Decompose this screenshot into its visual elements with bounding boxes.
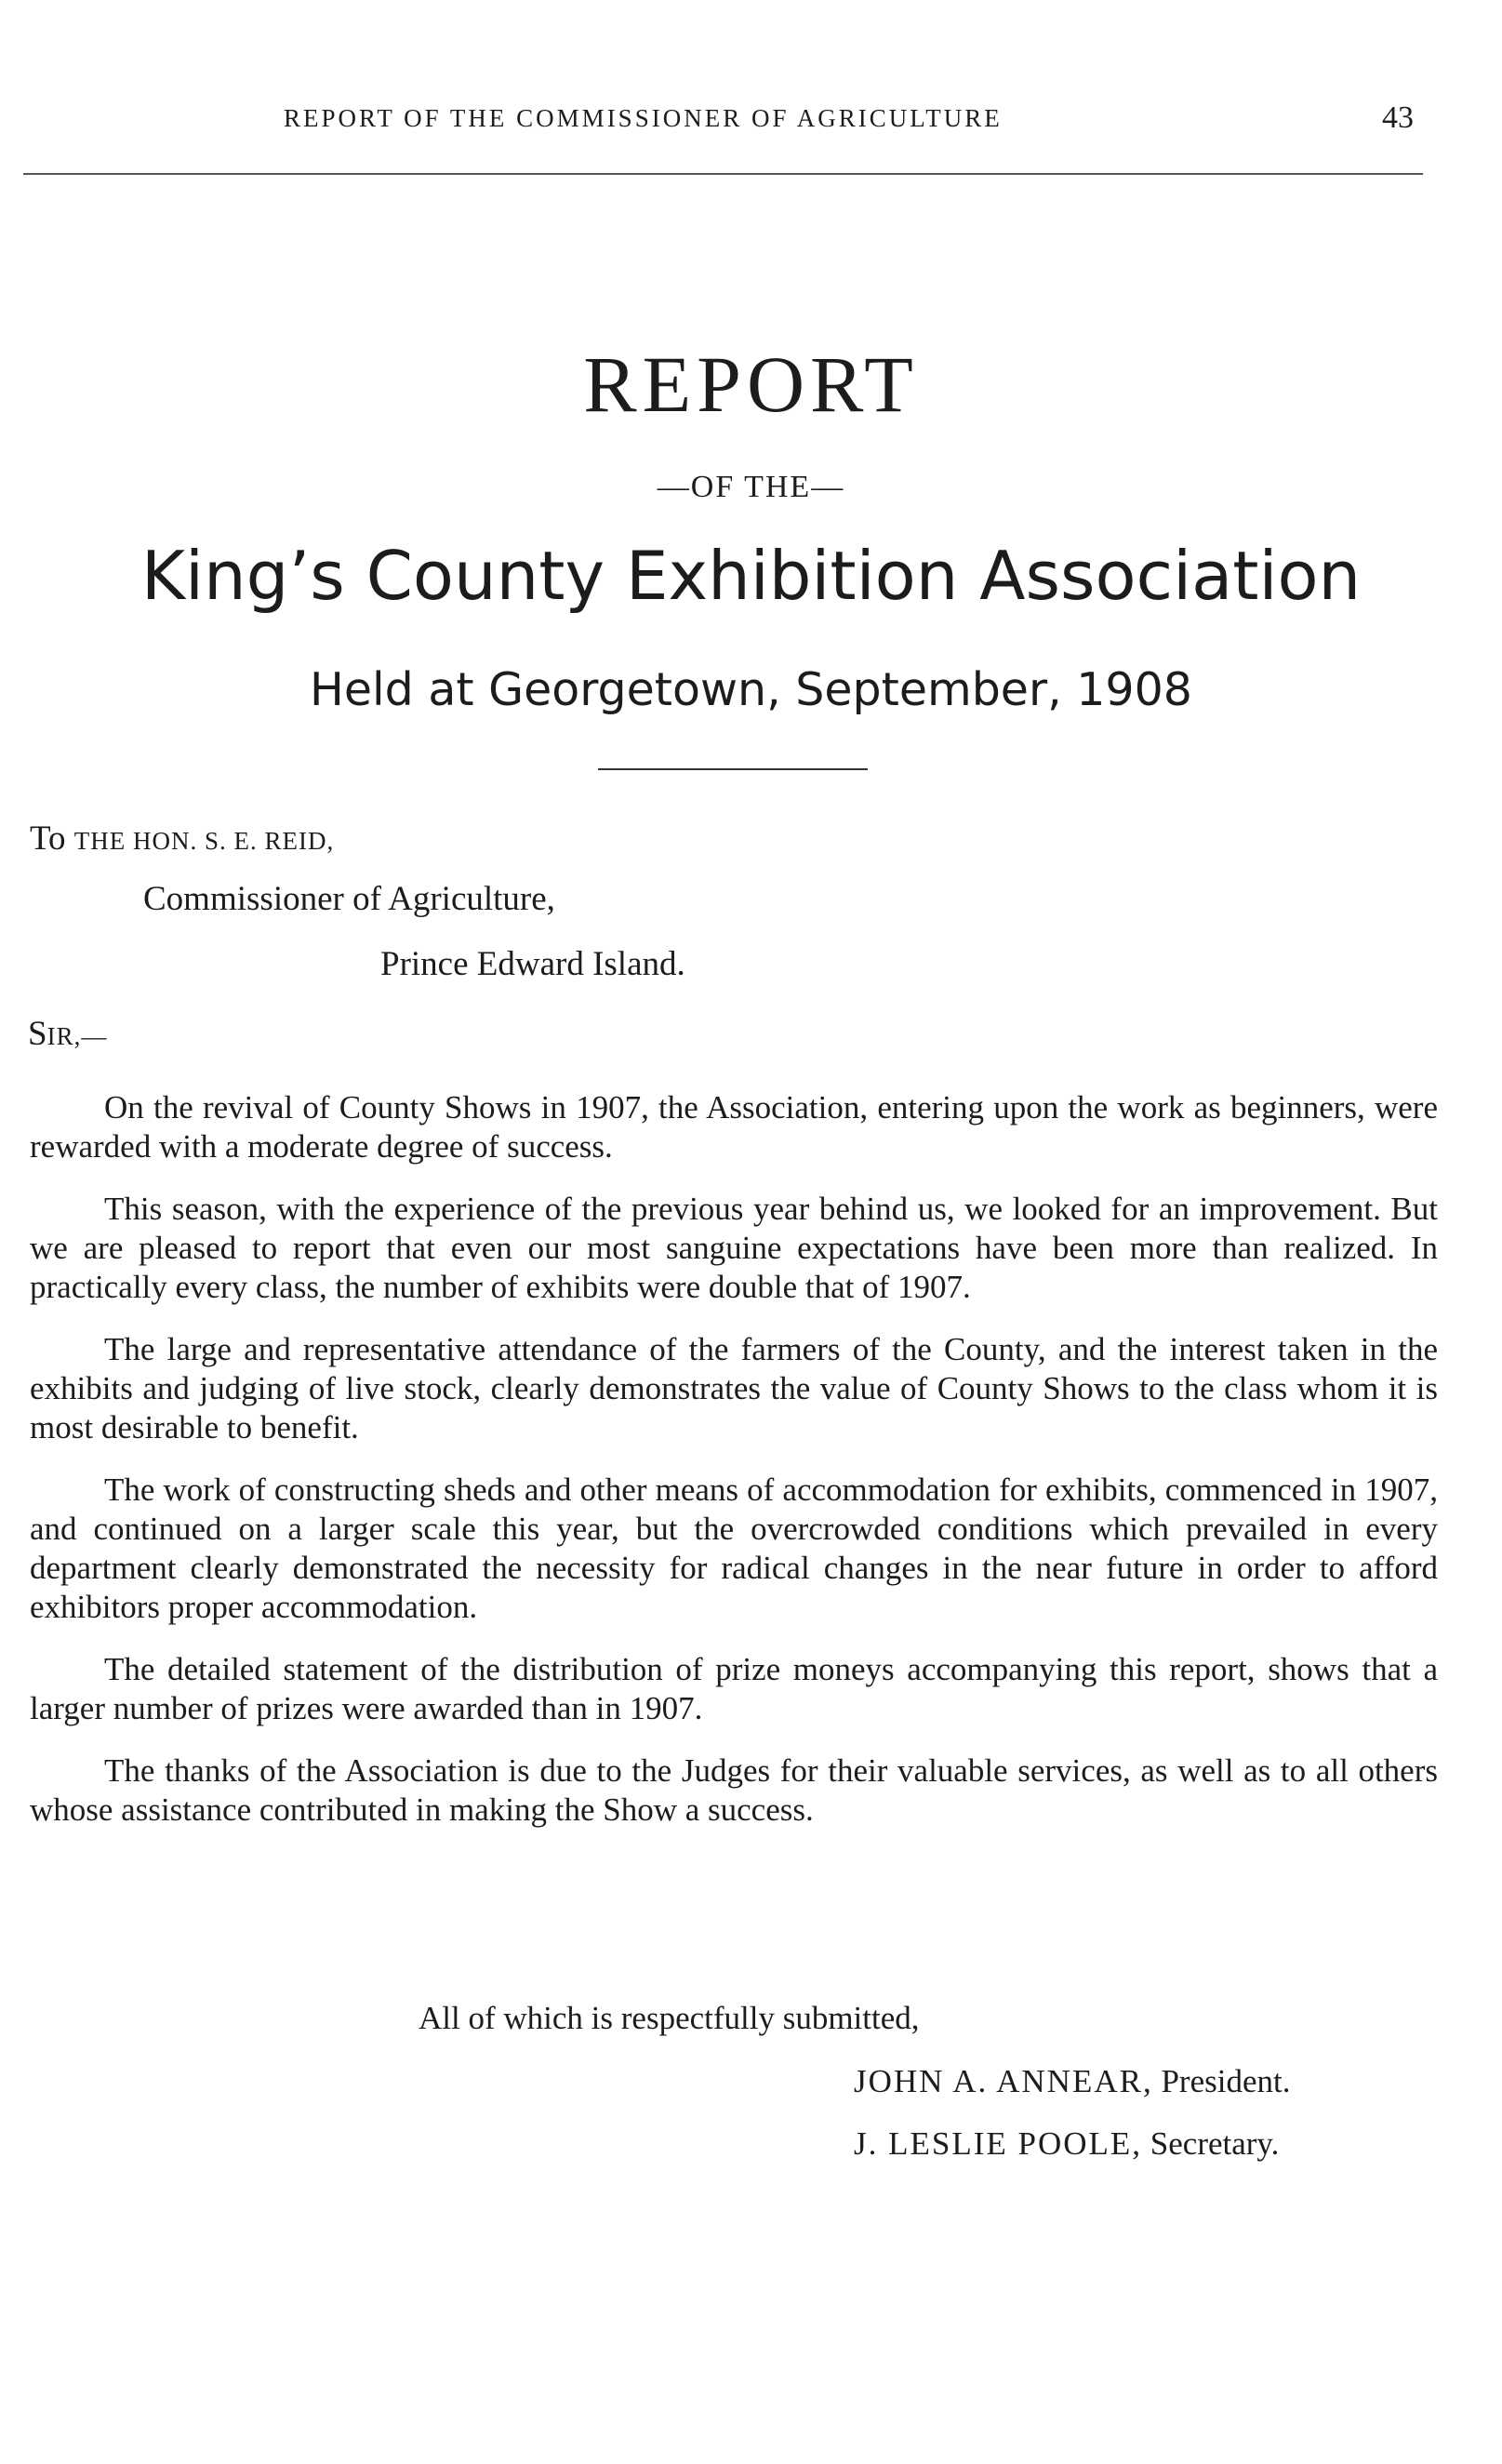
page-number: 43 — [1382, 100, 1414, 135]
paragraph-1: On the revival of County Shows in 1907, the Association, entering upon the work as beginners, were rewarded with a moderate degree of success. — [30, 1089, 1438, 1165]
salutation-rest: IR,— — [47, 1022, 108, 1050]
paragraph-6: The thanks of the Association is due to the Judges for their valuable services, as well as to all others whose assistance contributed in making the Show a success. — [30, 1752, 1438, 1828]
address-office: Commissioner of Agriculture, — [143, 880, 555, 918]
address-recipient-name: THE HON. S. E. REID, — [73, 827, 335, 855]
title-divider — [598, 768, 868, 770]
signature-president — [854, 2063, 1290, 2100]
address-to: To — [30, 819, 74, 858]
signer-name: J. LESLIE POOLE, — [854, 2125, 1143, 2162]
signature-secretary — [854, 2125, 1279, 2163]
paragraph-2: This season, with the experience of the previous year behind us, we looked for an improvement. But we are pleased to report that even our most sanguine expectations have been more than realized. In practically every class, the number of exhibits were double that of 1907. — [30, 1191, 1438, 1305]
paragraph-3: The large and representative attendance of the farmers of the County, and the interest taken in the exhibits and judging of live stock, clearly demonstrates the value of County Shows to the class whom it is most desirable to benefit. — [30, 1331, 1438, 1445]
salutation — [28, 1014, 107, 1054]
organization-title: King’s County Exhibition Association — [140, 537, 1362, 615]
address-recipient — [30, 819, 334, 859]
running-head — [0, 100, 1502, 151]
signer-title: President. — [1161, 2063, 1291, 2099]
report-title: REPORT — [583, 340, 919, 429]
report-body — [30, 1088, 1438, 1853]
running-head-title: REPORT OF THE COMMISSIONER OF AGRICULTURE — [284, 104, 1003, 132]
closing-line: All of which is respectfully submitted, — [419, 2000, 920, 2036]
salutation-initial: S — [28, 1015, 47, 1053]
signer-title: Secretary. — [1150, 2125, 1280, 2162]
header-rule — [23, 173, 1423, 175]
of-the-line: —OF THE— — [657, 470, 845, 504]
held-subtitle: Held at Georgetown, September, 1908 — [310, 663, 1192, 716]
paragraph-4: The work of constructing sheds and other means of accommodation for exhibits, commenced in 1907, and continued on a larger scale this year, but the overcrowded conditions which prevailed in every department clearly demonstrated the necessity for radical changes in the near future in order to afford exhibitors proper accommodation. — [30, 1472, 1438, 1625]
address-place: Prince Edward Island. — [380, 945, 685, 983]
signer-name: JOHN A. ANNEAR, — [854, 2063, 1153, 2099]
paragraph-5: The detailed statement of the distribution of prize moneys accompanying this report, shows that a larger number of prizes were awarded than in 1907. — [30, 1651, 1438, 1726]
